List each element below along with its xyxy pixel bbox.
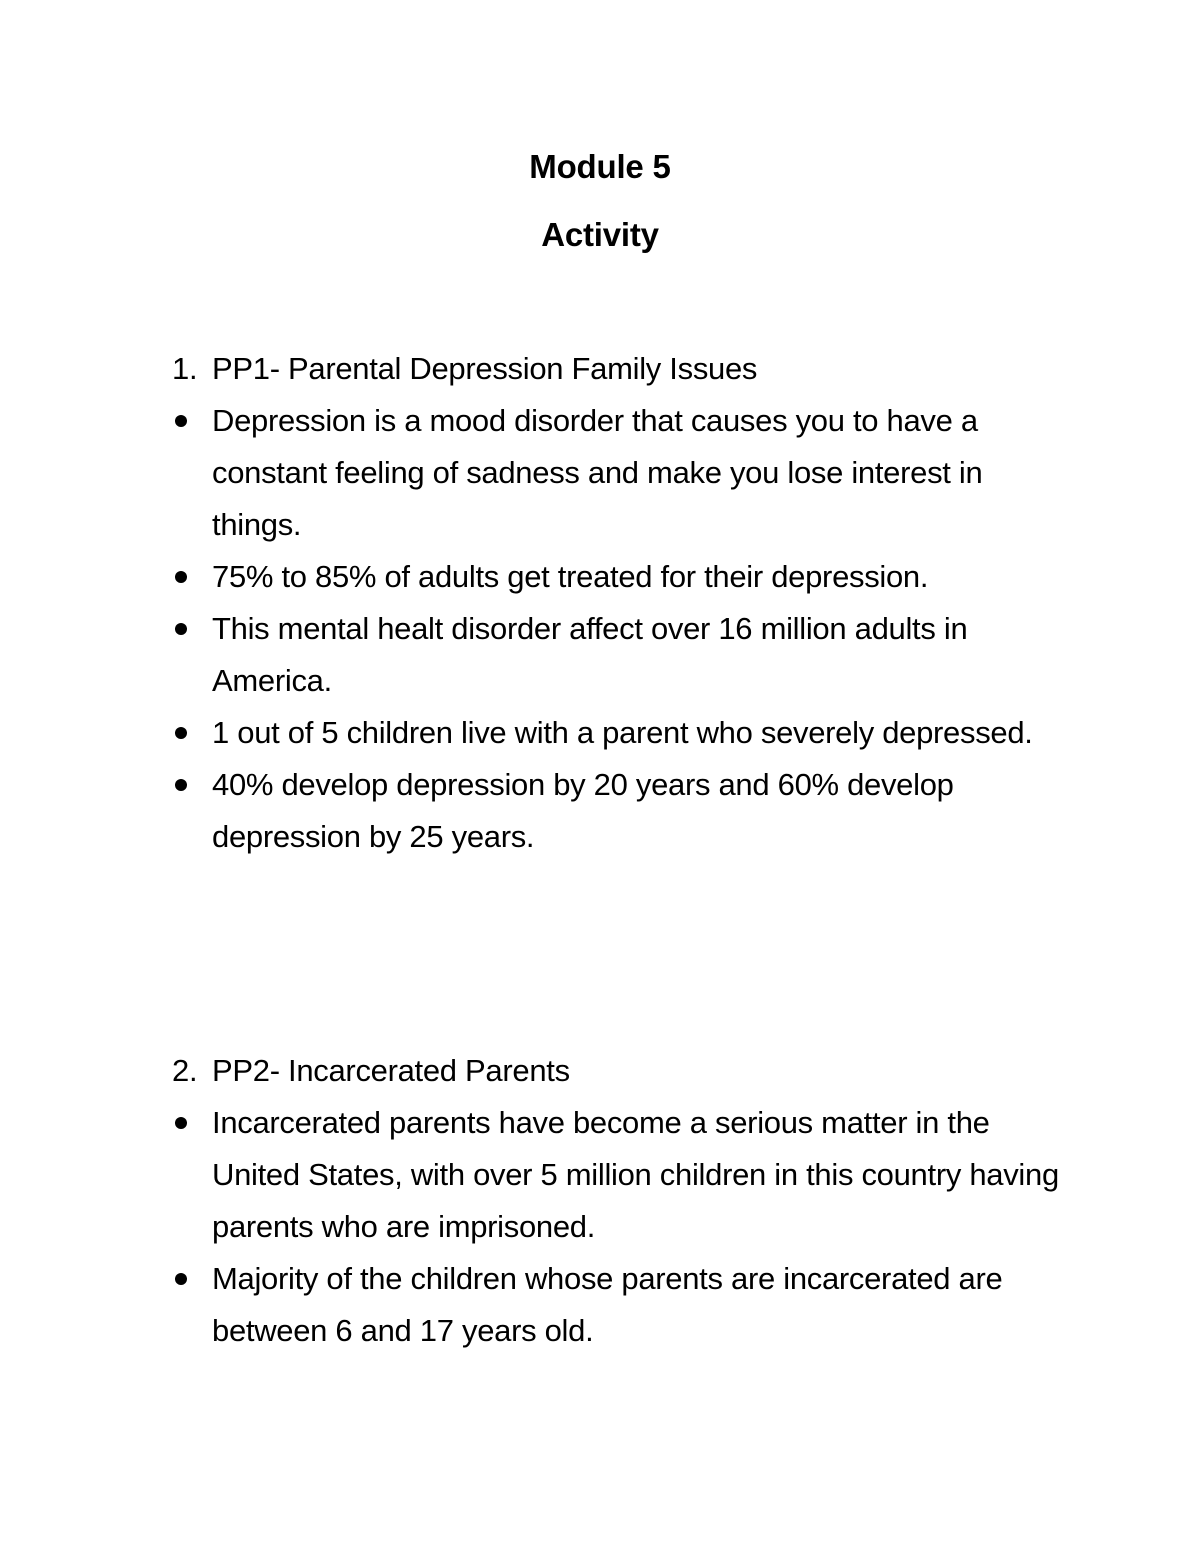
section-title: PP1- Parental Depression Family Issues <box>212 351 758 386</box>
bullet-text: This mental healt disorder affect over 16 million adults in America. <box>212 611 968 698</box>
bullet-text: 1 out of 5 children live with a parent who severely depressed. <box>212 715 1033 750</box>
section-title: PP2- Incarcerated Parents <box>212 1053 570 1088</box>
section-heading <box>0 343 1200 395</box>
bullet-text: Depression is a mood disorder that causes you to have a constant feeling of sadness and make you lose interest in things. <box>212 403 983 542</box>
section-incarcerated-parents <box>0 1045 1200 1357</box>
bullet-icon <box>175 571 187 583</box>
bullet-item <box>0 1253 1072 1357</box>
bullet-text: Majority of the children whose parents are incarcerated are between 6 and 17 years old. <box>212 1261 1003 1348</box>
bullet-item <box>0 759 1072 863</box>
bullet-icon <box>175 415 187 427</box>
document-subtitle: Activity <box>541 216 659 253</box>
bullet-text: 40% develop depression by 20 years and 60% develop depression by 25 years. <box>212 767 954 854</box>
section-number: 2. <box>172 1053 198 1088</box>
section-number: 1. <box>172 351 198 386</box>
section-heading <box>0 1045 1200 1097</box>
bullet-item <box>0 551 1072 603</box>
section-parental-depression <box>0 343 1200 863</box>
bullet-list <box>0 1097 1200 1357</box>
bullet-icon <box>175 1273 187 1285</box>
bullet-icon <box>175 727 187 739</box>
bullet-item <box>0 603 1072 707</box>
bullet-icon <box>175 623 187 635</box>
bullet-text: 75% to 85% of adults get treated for their depression. <box>212 559 929 594</box>
bullet-icon <box>175 1117 187 1129</box>
bullet-item <box>0 395 1072 551</box>
bullet-item <box>0 707 1072 759</box>
bullet-list <box>0 395 1200 863</box>
bullet-icon <box>175 779 187 791</box>
bullet-text: Incarcerated parents have become a serious matter in the United States, with over 5 million children in this country having parents who are imprisoned. <box>212 1105 1059 1244</box>
bullet-item <box>0 1097 1072 1253</box>
document-title: Module 5 <box>529 148 671 185</box>
